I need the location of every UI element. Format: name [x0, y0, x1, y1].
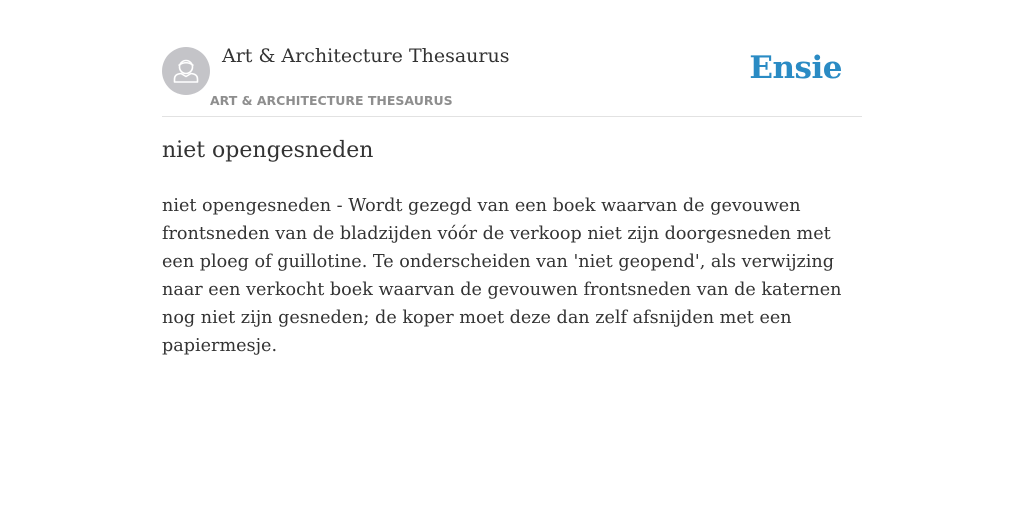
term-title: niet opengesneden [162, 138, 374, 163]
source-header [162, 40, 862, 117]
source-title[interactable]: Art & Architecture Thesaurus [222, 45, 510, 67]
brand-logo[interactable]: Ensie [749, 50, 842, 86]
user-outline-icon [162, 47, 210, 95]
source-avatar[interactable] [162, 47, 210, 95]
source-subtitle[interactable]: ART & ARCHITECTURE THESAURUS [210, 93, 453, 108]
term-definition: niet opengesneden - Wordt gezegd van een boek waarvan de gevouwen frontsneden van de bladzijden vóór de verkoop niet zijn doorgesneden met een ploeg of guillotine. Te onderscheiden van 'niet geopend', als verwijzing naar een verkocht boek waarvan de gevouwen frontsneden van de katernen nog niet zijn gesneden; de koper moet deze dan zelf afsnijden met een papiermesje. [162, 196, 842, 356]
